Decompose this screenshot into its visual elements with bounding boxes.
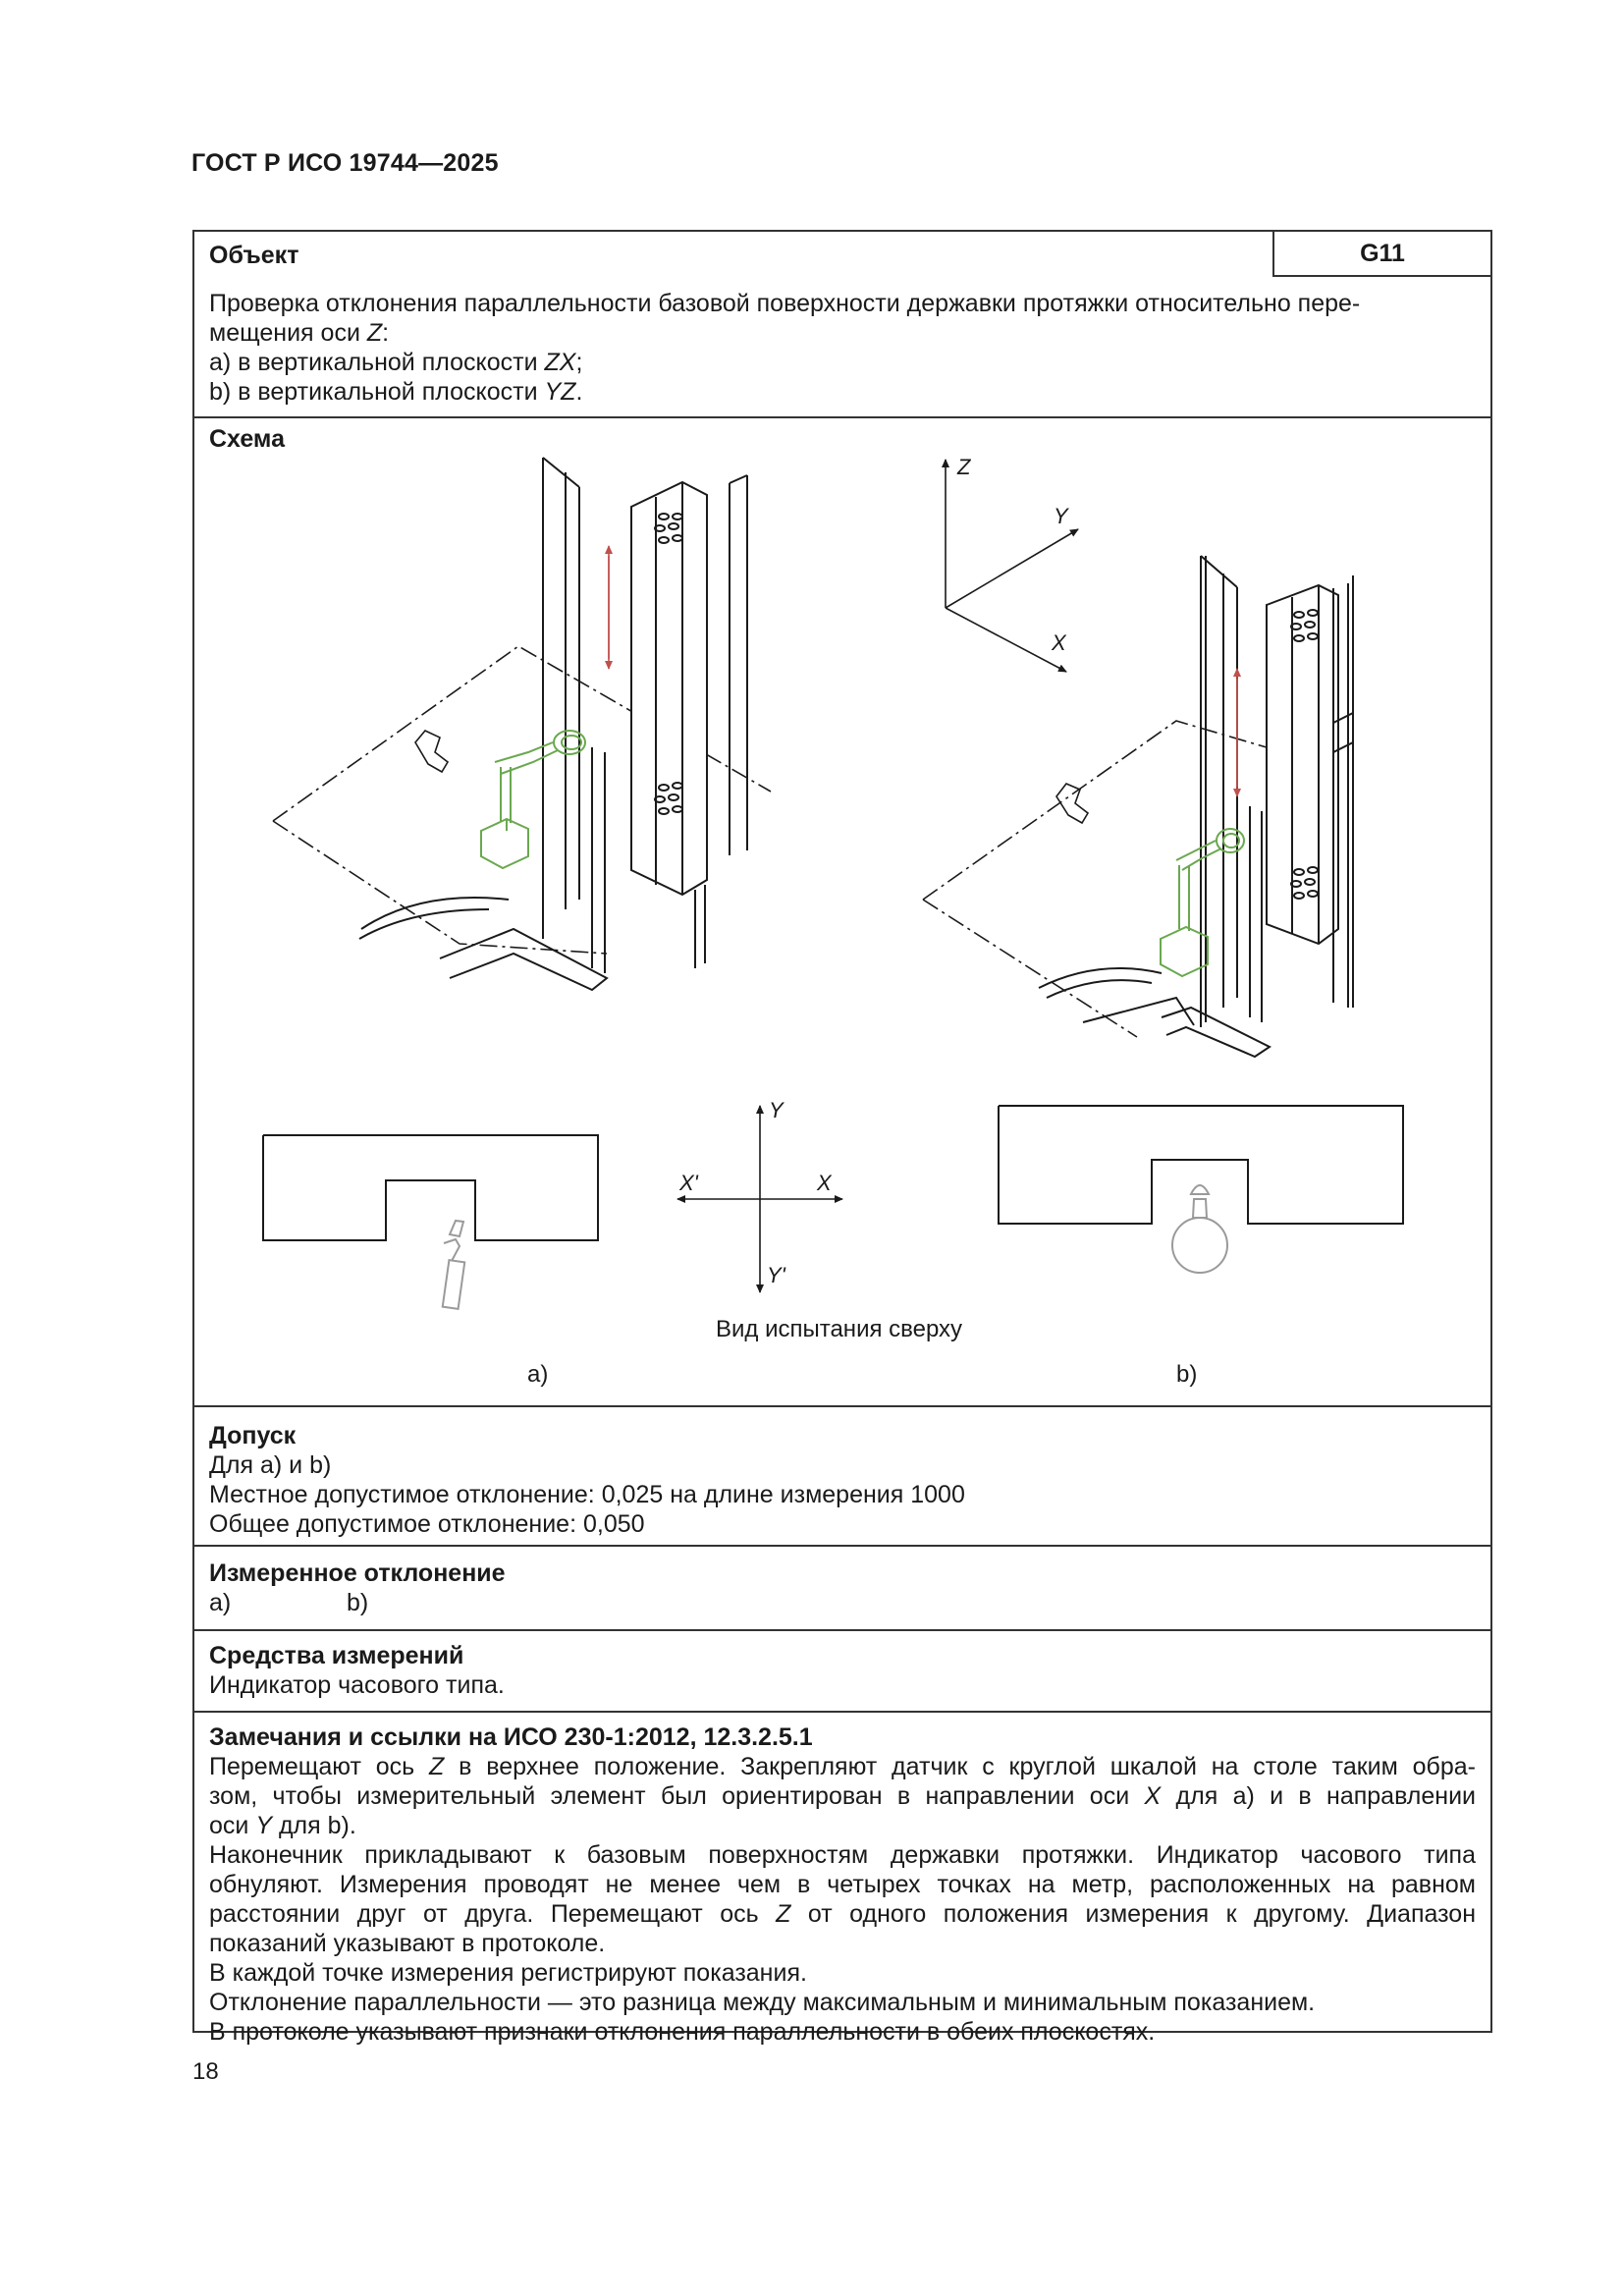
tolerance-title: Допуск: [209, 1422, 297, 1449]
instruments-content: [209, 1641, 1476, 1700]
object-section: [194, 232, 1490, 418]
tolerance-section: [194, 1407, 1490, 1547]
tolerance-line-3: Общее допустимое отклонение: 0,050: [209, 1510, 645, 1538]
page-number: 18: [192, 2058, 219, 2085]
tolerance-line-1: Для a) и b): [209, 1451, 332, 1479]
dial-indicator-b: [1161, 829, 1244, 976]
figure-caption-a: a): [527, 1361, 549, 1388]
measured-title: Измеренное отклонение: [209, 1559, 506, 1587]
axis-3d-x-label: X: [1052, 630, 1066, 655]
remarks-content: [209, 1722, 1476, 2047]
remarks-p2-line2: обнуляют. Измерения проводят не менее чем в четырех точках на метр, расположенных на равном: [209, 1871, 1476, 1898]
remarks-p3: В каждой точке измерения регистрируют показания.: [209, 1959, 807, 1987]
diagram-title: Схема: [209, 425, 285, 453]
instruments-title: Средства измерений: [209, 1642, 464, 1669]
figure-caption-b: b): [1176, 1361, 1198, 1388]
diagram-section: [194, 418, 1490, 1407]
object-line-1: Проверка отклонения параллельности базовой поверхности державки протяжки относительно пере-: [209, 290, 1361, 317]
top-view-a: [263, 1135, 598, 1240]
remarks-p5: В протоколе указывают признаки отклонения параллельности в обеих плоскостях.: [209, 2018, 1156, 2046]
object-description: [209, 289, 1476, 407]
diagram-figure: [194, 418, 1490, 1407]
top-view-b-probe: [1172, 1185, 1227, 1273]
isometric-view-a: [273, 458, 771, 990]
axis-3d-y-label: Y: [1054, 504, 1068, 528]
isometric-view-b: [923, 556, 1353, 1057]
axis-3d-z-label: Z: [957, 455, 971, 479]
tolerance-content: [209, 1421, 1476, 1539]
measured-content: [209, 1558, 1476, 1617]
measured-a-label: a): [209, 1589, 232, 1616]
document-header: ГОСТ Р ИСО 19744—2025: [191, 149, 499, 177]
instruments-text: Индикатор часового типа.: [209, 1671, 505, 1699]
axes-top-view: [677, 1106, 842, 1292]
top-view-a-probe: [443, 1221, 465, 1309]
measured-b-label: b): [347, 1589, 369, 1616]
axis-top-x-neg-label: X': [679, 1171, 698, 1195]
remarks-title: Замечания и ссылки на ИСО 230-1:2012, 12.3.2.5.1: [209, 1723, 813, 1751]
remarks-p2-line1: Наконечник прикладывают к базовым поверхностям державки протяжки. Индикатор часового типа: [209, 1841, 1476, 1869]
measured-values: [209, 1588, 1476, 1617]
measured-section: [194, 1547, 1490, 1631]
remarks-p1-line3: оси Y для b).: [209, 1812, 356, 1839]
object-item-b: b) в вертикальной плоскости YZ.: [209, 378, 583, 406]
axis-top-y-neg-label: Y': [767, 1263, 785, 1287]
dial-indicator-a: [481, 731, 585, 868]
remarks-p1-line1: Перемещают ось Z в верхнее положение. Закрепляют датчик с круглой шкалой на столе таким обра-: [209, 1753, 1476, 1780]
test-id-cell: G11: [1272, 232, 1490, 277]
tolerance-line-2: Местное допустимое отклонение: 0,025 на длине измерения 1000: [209, 1481, 965, 1508]
axis-top-y-label: Y: [769, 1098, 784, 1122]
remarks-p1-line2: зом, чтобы измерительный элемент был ориентирован в направлении оси X для a) и в направлении: [209, 1782, 1477, 1810]
object-line-2: мещения оси Z:: [209, 319, 390, 347]
object-title: Объект: [209, 242, 299, 269]
test-sheet-table: [192, 230, 1492, 2046]
top-view-b: [999, 1106, 1403, 1224]
remarks-section: [194, 1713, 1490, 2046]
object-item-a: a) в вертикальной плоскости ZX;: [209, 349, 583, 376]
remarks-p2-line4: показаний указывают в протоколе.: [209, 1930, 606, 1957]
instruments-section: [194, 1631, 1490, 1713]
remarks-p4: Отклонение параллельности — это разница между максимальным и минимальным показанием.: [209, 1989, 1316, 2016]
remarks-p2-line3: расстоянии друг от друга. Перемещают ось Z от одного положения измерения к другому. Диапазон: [209, 1900, 1476, 1928]
axis-top-x-label: X: [817, 1171, 832, 1195]
top-view-caption: Вид испытания сверху: [716, 1316, 963, 1342]
